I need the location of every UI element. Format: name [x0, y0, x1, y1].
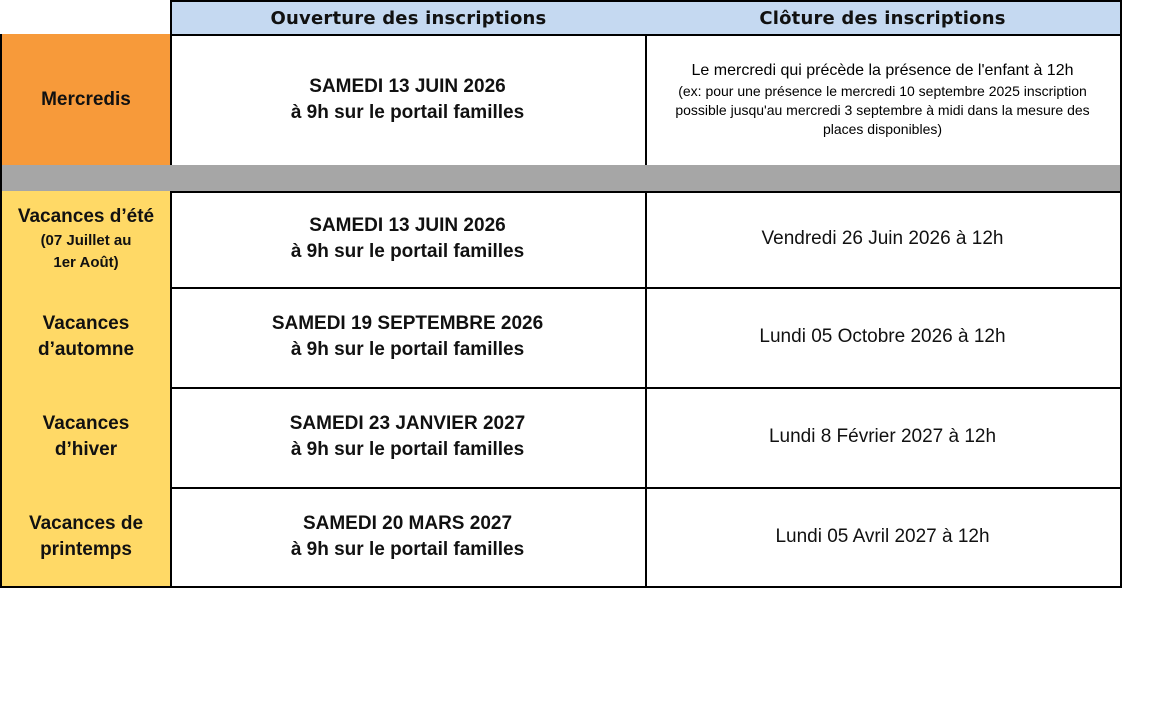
closing-cell-autumn — [645, 287, 1122, 389]
closing-rule: Le mercredi qui précède la présence de l'enfant à 12h — [691, 62, 1074, 79]
separator-row — [0, 165, 1122, 193]
row-label-mercredis — [0, 34, 172, 167]
header-empty-corner — [0, 0, 172, 36]
closing-date: Vendredi 26 Juin 2026 à 12h — [761, 228, 1004, 249]
opening-cell-spring — [170, 487, 647, 588]
row-label-text: Vacances — [42, 313, 130, 334]
row-label-text: Mercredis — [41, 88, 131, 110]
row-label-text: Vacances d’été — [17, 206, 155, 227]
opening-cell-mercredis — [170, 34, 647, 167]
row-label-dates: 1er Août) — [53, 254, 119, 271]
row-label-dates: (07 Juillet au — [40, 232, 132, 249]
opening-time: à 9h sur le portail familles — [290, 339, 525, 360]
row-label-text: d’hiver — [54, 439, 118, 460]
opening-date: SAMEDI 20 MARS 2027 — [302, 512, 513, 534]
row-label-spring — [0, 487, 172, 588]
row-label-text: d’automne — [37, 339, 135, 360]
opening-time: à 9h sur le portail familles — [290, 538, 525, 560]
closing-date: Lundi 05 Octobre 2026 à 12h — [759, 326, 1006, 347]
closing-cell-spring — [645, 487, 1122, 588]
opening-date: SAMEDI 13 JUIN 2026 — [309, 75, 506, 97]
row-label-winter — [0, 387, 172, 489]
row-label-autumn — [0, 287, 172, 389]
header-opening: Ouverture des inscriptions — [170, 0, 647, 36]
opening-cell-autumn — [170, 287, 647, 389]
opening-date: SAMEDI 19 SEPTEMBRE 2026 — [271, 313, 544, 334]
closing-cell-mercredis — [645, 34, 1122, 167]
opening-date: SAMEDI 23 JANVIER 2027 — [289, 413, 526, 434]
row-label-summer — [0, 191, 172, 289]
opening-date: SAMEDI 13 JUIN 2026 — [309, 215, 506, 236]
closing-cell-winter — [645, 387, 1122, 489]
row-label-text: printemps — [40, 538, 132, 560]
closing-date: Lundi 05 Avril 2027 à 12h — [775, 525, 990, 547]
closing-cell-summer — [645, 191, 1122, 289]
opening-time: à 9h sur le portail familles — [290, 241, 525, 262]
opening-cell-summer — [170, 191, 647, 289]
opening-time: à 9h sur le portail familles — [290, 101, 525, 123]
header-closing: Clôture des inscriptions — [645, 0, 1122, 36]
row-label-text: Vacances de — [28, 512, 144, 534]
closing-date: Lundi 8 Février 2027 à 12h — [768, 426, 997, 447]
opening-cell-winter — [170, 387, 647, 489]
closing-example-note: (ex: pour une présence le mercredi 10 septembre 2025 inscription possible jusqu'au mercredi 3 septembre à midi dans la mesure des places disponibles) — [675, 83, 1090, 137]
opening-time: à 9h sur le portail familles — [290, 439, 525, 460]
row-label-text: Vacances — [42, 413, 130, 434]
